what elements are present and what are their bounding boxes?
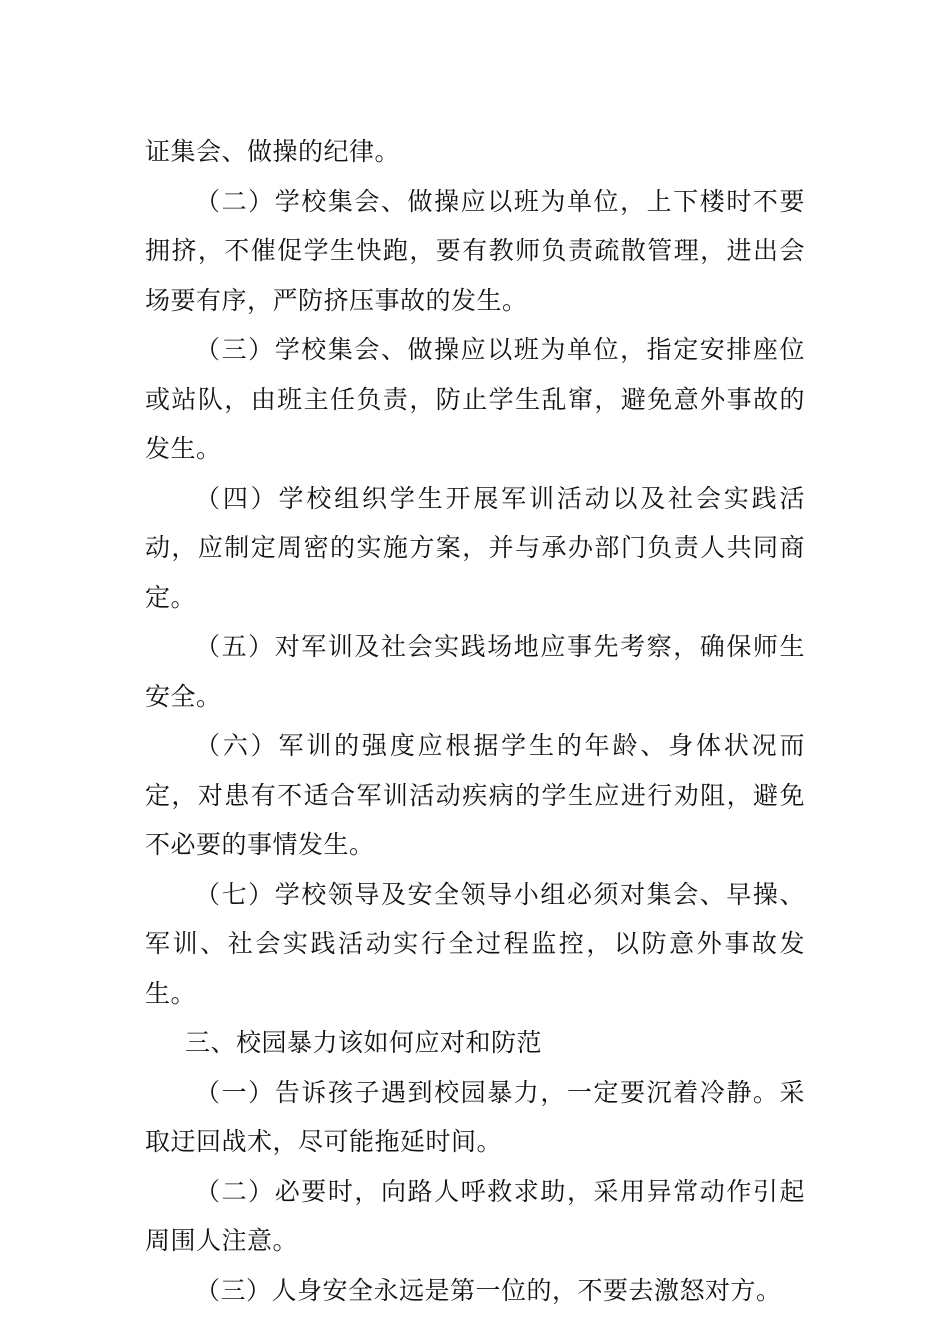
- paragraph-violence-3: （三）人身安全永远是第一位的，不要去激怒对方。: [195, 1275, 782, 1305]
- paragraph-item-3: （三）学校集会、做操应以班为单位，指定安排座位或站队，由班主任负责，防止学生乱窜，避免意外事故的发生。: [145, 335, 805, 463]
- paragraph-item-4: （四）学校组织学生开展军训活动以及社会实践活动，应制定周密的实施方案，并与承办部门负责人共同商定。: [145, 483, 805, 612]
- section-heading: 三、校园暴力该如何应对和防范: [185, 1028, 543, 1057]
- paragraph-item-2: （二）学校集会、做操应以班为单位，上下楼时不要拥挤，不催促学生快跑，要有教师负责疏散管理，进出会场要有序，严防挤压事故的发生。: [145, 186, 805, 315]
- paragraph-violence-2: （二）必要时，向路人呼救求助，采用异常动作引起周围人注意。: [145, 1176, 805, 1255]
- paragraph-continuation: 证集会、做操的纪律。: [145, 137, 401, 166]
- document-body: [145, 127, 805, 1315]
- paragraph-item-5: （五）对军训及社会实践场地应事先考察，确保师生安全。: [145, 632, 805, 711]
- paragraph-item-7: （七）学校领导及安全领导小组必须对集会、早操、军训、社会实践活动实行全过程监控，以防意外事故发生。: [145, 879, 805, 1008]
- paragraph-violence-1: （一）告诉孩子遇到校园暴力，一定要沉着冷静。采取迂回战术，尽可能拖延时间。: [145, 1077, 805, 1156]
- paragraph-item-6: （六）军训的强度应根据学生的年龄、身体状况而定，对患有不适合军训活动疾病的学生应进行劝阻，避免不必要的事情发生。: [145, 731, 805, 859]
